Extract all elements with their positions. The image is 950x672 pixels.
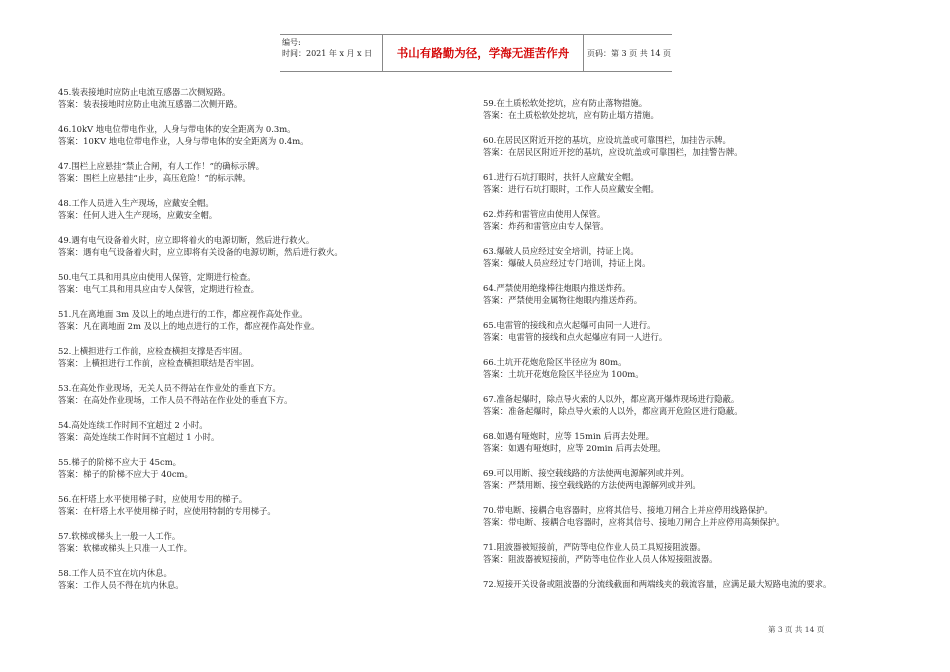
question-text: 60.在居民区附近开挖的基坑，应设坑盖或可靠围栏，加挂告示牌。 bbox=[483, 135, 731, 145]
answer-text: 答案：高处连续工作时间不宜超过 1 小时。 bbox=[58, 432, 220, 443]
question-text: 56.在杆塔上水平使用梯子时，应使用专用的梯子。 bbox=[58, 494, 248, 504]
qa-item bbox=[483, 134, 903, 159]
qa-item bbox=[483, 208, 903, 233]
question-text: 61.进行石坑打眼时，扶钎人应戴安全帽。 bbox=[483, 172, 639, 182]
number-label: 编号: bbox=[282, 38, 301, 47]
question-text: 68.如遇有哑炮时，应等 15min 后再去处理。 bbox=[483, 431, 654, 441]
answer-text: 答案：上横担进行工作前，应检查横担联结是否牢固。 bbox=[58, 358, 259, 369]
answer-text: 答案：围栏上应悬挂“止步，高压危险！”的标示牌。 bbox=[58, 173, 251, 184]
qa-item bbox=[483, 245, 903, 270]
question-text: 50.电气工具和用具应由使用人保管，定期进行检查。 bbox=[58, 272, 256, 282]
question-text: 47.围栏上应悬挂“禁止合闸，有人工作！”的确标示牌。 bbox=[58, 161, 265, 171]
answer-text: 答案：电气工具和用具应由专人保管，定期进行检查。 bbox=[58, 284, 259, 295]
question-text: 57.软梯或梯头上一般一人工作。 bbox=[58, 531, 181, 541]
answer-text: 答案：在杆塔上水平使用梯子时，应使用特制的专用梯子。 bbox=[58, 506, 276, 517]
answer-text: 答案：带电断、接耦合电容器时，应将其信号、接地刀闸合上并应停用高频保护。 bbox=[483, 517, 785, 528]
qa-item bbox=[58, 123, 458, 148]
qa-item bbox=[483, 541, 903, 566]
qa-item bbox=[58, 456, 458, 481]
qa-item bbox=[58, 234, 458, 259]
qa-item bbox=[58, 197, 458, 222]
page-footer: 第 3 页 共 14 页 bbox=[768, 625, 825, 634]
question-text: 58.工作人员不宜在坑内休息。 bbox=[58, 568, 172, 578]
page-label: 页码：第 3 页 共 14 页 bbox=[587, 48, 671, 58]
question-text: 48.工作人员进入生产现场，应戴安全帽。 bbox=[58, 198, 214, 208]
question-text: 46.10kV 地电位带电作业，人身与带电体的安全距离为 0.3m。 bbox=[58, 124, 296, 134]
motto: 书山有路勤为径，学海无涯苦作舟 bbox=[383, 35, 584, 71]
qa-item bbox=[483, 578, 903, 590]
question-text: 69.可以用断、接空载线路的方法使两电源解列或并列。 bbox=[483, 468, 689, 478]
answer-text: 答案：如遇有哑炮时，应等 20min 后再去处理。 bbox=[483, 443, 666, 454]
answer-text: 答案：软梯或梯头上只准一人工作。 bbox=[58, 543, 192, 554]
left-column bbox=[58, 86, 458, 604]
time-label: 时间：2021 年 x 月 x 日 bbox=[282, 49, 373, 58]
answer-text: 答案：梯子的阶梯不应大于 40cm。 bbox=[58, 469, 193, 480]
right-column bbox=[483, 97, 903, 603]
page-header bbox=[280, 34, 672, 72]
qa-item bbox=[58, 345, 458, 370]
answer-text: 答案：严禁使用金属物往炮眼内推送炸药。 bbox=[483, 295, 643, 306]
qa-item bbox=[483, 282, 903, 307]
answer-text: 答案：土坑开花炮危险区半径应为 100m。 bbox=[483, 369, 644, 380]
answer-text: 答案：严禁用断、接空载线路的方法使两电源解列或并列。 bbox=[483, 480, 701, 491]
qa-item bbox=[58, 382, 458, 407]
qa-item bbox=[483, 504, 903, 529]
question-text: 70.带电断、接耦合电容器时，应将其信号、接地刀闸合上并应停用线路保护。 bbox=[483, 505, 773, 515]
question-text: 53.在高处作业现场，无关人员不得站在作业处的垂直下方。 bbox=[58, 383, 281, 393]
question-text: 59.在土质松软处挖坑，应有防止落物措施。 bbox=[483, 98, 648, 108]
question-text: 72.短接开关设备或阻波器的分流线截面和两端线夹的载流容量，应满足最大短路电流的要求。 bbox=[483, 579, 832, 589]
qa-item bbox=[483, 467, 903, 492]
question-text: 49.遇有电气设备着火时，应立即将着火的电源切断，然后进行救火。 bbox=[58, 235, 315, 245]
answer-text: 答案：炸药和雷管应由专人保管。 bbox=[483, 221, 609, 232]
answer-text: 答案：在居民区附近开挖的基坑，应设坑盖或可靠围栏，加挂警告牌。 bbox=[483, 147, 743, 158]
answer-text: 答案：10KV 地电位带电作业，人身与带电体的安全距离为 0.4m。 bbox=[58, 136, 309, 147]
question-text: 63.爆破人员应经过安全培训，持证上岗。 bbox=[483, 246, 639, 256]
answer-text: 答案：在土质松软处挖坑，应有防止塌方措施。 bbox=[483, 110, 659, 121]
question-text: 71.阻波器被短接前，严防等电位作业人员工具短接阻波器。 bbox=[483, 542, 706, 552]
question-text: 65.电雷管的接线和点火起爆可由同一人进行。 bbox=[483, 320, 656, 330]
qa-item bbox=[483, 430, 903, 455]
qa-item bbox=[58, 308, 458, 333]
qa-item bbox=[58, 160, 458, 185]
answer-text: 答案：在高处作业现场，工作人员不得站在作业处的垂直下方。 bbox=[58, 395, 293, 406]
answer-text: 答案：任何人进入生产现场，应戴安全帽。 bbox=[58, 210, 218, 221]
qa-item bbox=[483, 97, 903, 122]
question-text: 67.准备起爆时，除点导火索的人以外，都应离开爆炸现场进行隐蔽。 bbox=[483, 394, 740, 404]
question-text: 54.高处连续工作时间不宜超过 2 小时。 bbox=[58, 420, 208, 430]
answer-text: 答案：进行石坑打眼时，工作人员应戴安全帽。 bbox=[483, 184, 659, 195]
qa-item bbox=[483, 171, 903, 196]
question-text: 62.炸药和雷管应由使用人保管。 bbox=[483, 209, 606, 219]
answer-text: 答案：工作人员不得在坑内休息。 bbox=[58, 580, 184, 591]
question-text: 45.装表接地时应防止电流互感器二次侧短路。 bbox=[58, 87, 231, 97]
question-text: 55.梯子的阶梯不应大于 45cm。 bbox=[58, 457, 182, 467]
qa-item bbox=[483, 319, 903, 344]
answer-text: 答案：阻波器被短接前，严防等电位作业人员人体短接阻波器。 bbox=[483, 554, 718, 565]
question-text: 52.上横担进行工作前，应检查横担支撑是否牢固。 bbox=[58, 346, 248, 356]
question-text: 66.土坑开花炮危险区半径应为 80m。 bbox=[483, 357, 627, 367]
header-info bbox=[280, 35, 383, 71]
qa-item bbox=[58, 493, 458, 518]
answer-text: 答案：电雷管的接线和点火起爆应有同一人进行。 bbox=[483, 332, 668, 343]
qa-item bbox=[483, 393, 903, 418]
answer-text: 答案：准备起爆时，除点导火索的人以外，都应离开危险区进行隐蔽。 bbox=[483, 406, 743, 417]
question-text: 64.严禁使用绝缘棒往炮眼内推送炸药。 bbox=[483, 283, 631, 293]
qa-item bbox=[58, 530, 458, 555]
qa-item bbox=[483, 356, 903, 381]
answer-text: 答案：遇有电气设备着火时，应立即将有关设备的电源切断，然后进行救火。 bbox=[58, 247, 343, 258]
qa-item bbox=[58, 271, 458, 296]
qa-item bbox=[58, 567, 458, 592]
answer-text: 答案：凡在离地面 2m 及以上的地点进行的工作，都应视作高处作业。 bbox=[58, 321, 320, 332]
answer-text: 答案：装表接地时应防止电流互感器二次侧开路。 bbox=[58, 99, 243, 110]
qa-item bbox=[58, 419, 458, 444]
answer-text: 答案：爆破人员应经过专门培训，持证上岗。 bbox=[483, 258, 651, 269]
question-text: 51.凡在离地面 3m 及以上的地点进行的工作，都应视作高处作业。 bbox=[58, 309, 308, 319]
qa-item bbox=[58, 86, 458, 111]
